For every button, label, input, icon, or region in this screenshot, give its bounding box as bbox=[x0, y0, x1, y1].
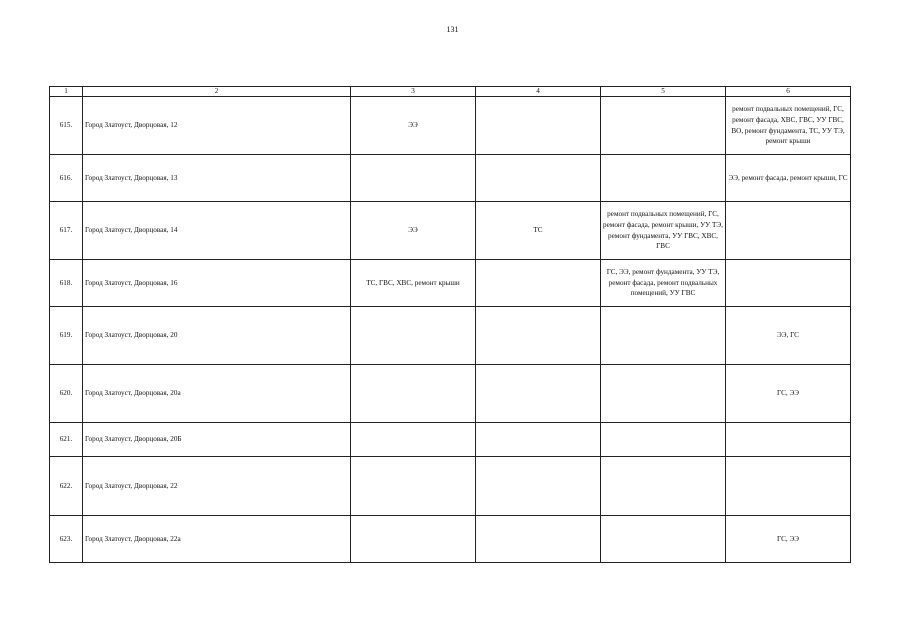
row-address: Город Златоуст, Дворцовая, 20 bbox=[83, 307, 351, 365]
cell-col4: ТС bbox=[476, 202, 601, 260]
cell-col4 bbox=[476, 307, 601, 365]
cell-col4 bbox=[476, 155, 601, 202]
cell-col4 bbox=[476, 260, 601, 307]
cell-col6 bbox=[726, 423, 851, 457]
cell-col6: ГС, ЭЭ bbox=[726, 516, 851, 563]
row-address: Город Златоуст, Дворцовая, 16 bbox=[83, 260, 351, 307]
cell-col4 bbox=[476, 457, 601, 516]
cell-col3 bbox=[351, 457, 476, 516]
row-address: Город Златоуст, Дворцовая, 13 bbox=[83, 155, 351, 202]
cell-col4 bbox=[476, 97, 601, 155]
cell-col3 bbox=[351, 307, 476, 365]
row-address: Город Златоуст, Дворцовая, 22 bbox=[83, 457, 351, 516]
column-header: 1 bbox=[50, 87, 83, 97]
cell-col3: ЭЭ bbox=[351, 202, 476, 260]
row-address: Город Златоуст, Дворцовая, 20а bbox=[83, 365, 351, 423]
table-row bbox=[50, 423, 851, 457]
row-number: 621. bbox=[50, 423, 83, 457]
row-address: Город Златоуст, Дворцовая, 12 bbox=[83, 97, 351, 155]
cell-col5 bbox=[601, 516, 726, 563]
cell-col5 bbox=[601, 155, 726, 202]
cell-col3 bbox=[351, 516, 476, 563]
cell-col3 bbox=[351, 423, 476, 457]
table-row bbox=[50, 307, 851, 365]
cell-col6 bbox=[726, 457, 851, 516]
table-row bbox=[50, 516, 851, 563]
row-address: Город Златоуст, Дворцовая, 14 bbox=[83, 202, 351, 260]
register-table bbox=[49, 86, 851, 563]
cell-col4 bbox=[476, 423, 601, 457]
table-row bbox=[50, 457, 851, 516]
cell-col6: ЭЭ, ГС bbox=[726, 307, 851, 365]
cell-col4 bbox=[476, 516, 601, 563]
cell-col5 bbox=[601, 457, 726, 516]
cell-col6: ГС, ЭЭ bbox=[726, 365, 851, 423]
row-address: Город Златоуст, Дворцовая, 22а bbox=[83, 516, 351, 563]
table-row bbox=[50, 97, 851, 155]
column-header: 6 bbox=[726, 87, 851, 97]
cell-col6: ремонт подвальных помещений, ГС, ремонт фасада, ХВС, ГВС, УУ ГВС, ВО, ремонт фундамента, ТС, УУ ТЭ, ремонт крыши bbox=[726, 97, 851, 155]
row-number: 620. bbox=[50, 365, 83, 423]
column-header: 5 bbox=[601, 87, 726, 97]
cell-col4 bbox=[476, 365, 601, 423]
row-number: 619. bbox=[50, 307, 83, 365]
row-number: 623. bbox=[50, 516, 83, 563]
cell-col5 bbox=[601, 307, 726, 365]
row-number: 617. bbox=[50, 202, 83, 260]
cell-col6 bbox=[726, 202, 851, 260]
row-number: 616. bbox=[50, 155, 83, 202]
cell-col5: ГС, ЭЭ, ремонт фундамента, УУ ТЭ, ремонт фасада, ремонт подвальных помещений, УУ ГВС bbox=[601, 260, 726, 307]
cell-col5: ремонт подвальных помещений, ГС, ремонт фасада, ремонт крыши, УУ ТЭ, ремонт фундамента, УУ ГВС, ХВС, ГВС bbox=[601, 202, 726, 260]
column-header: 4 bbox=[476, 87, 601, 97]
header-row bbox=[50, 87, 851, 97]
row-number: 618. bbox=[50, 260, 83, 307]
cell-col5 bbox=[601, 365, 726, 423]
table-row bbox=[50, 365, 851, 423]
cell-col5 bbox=[601, 97, 726, 155]
column-header: 3 bbox=[351, 87, 476, 97]
table-row bbox=[50, 155, 851, 202]
cell-col6 bbox=[726, 260, 851, 307]
cell-col3 bbox=[351, 365, 476, 423]
row-number: 615. bbox=[50, 97, 83, 155]
page-number: 131 bbox=[446, 25, 459, 34]
cell-col3: ЭЭ bbox=[351, 97, 476, 155]
row-number: 622. bbox=[50, 457, 83, 516]
row-address: Город Златоуст, Дворцовая, 20Б bbox=[83, 423, 351, 457]
cell-col3 bbox=[351, 155, 476, 202]
table-row bbox=[50, 260, 851, 307]
cell-col5 bbox=[601, 423, 726, 457]
cell-col3: ТС, ГВС, ХВС, ремонт крыши bbox=[351, 260, 476, 307]
table-row bbox=[50, 202, 851, 260]
cell-col6: ЭЭ, ремонт фасада, ремонт крыши, ГС bbox=[726, 155, 851, 202]
column-header: 2 bbox=[83, 87, 351, 97]
